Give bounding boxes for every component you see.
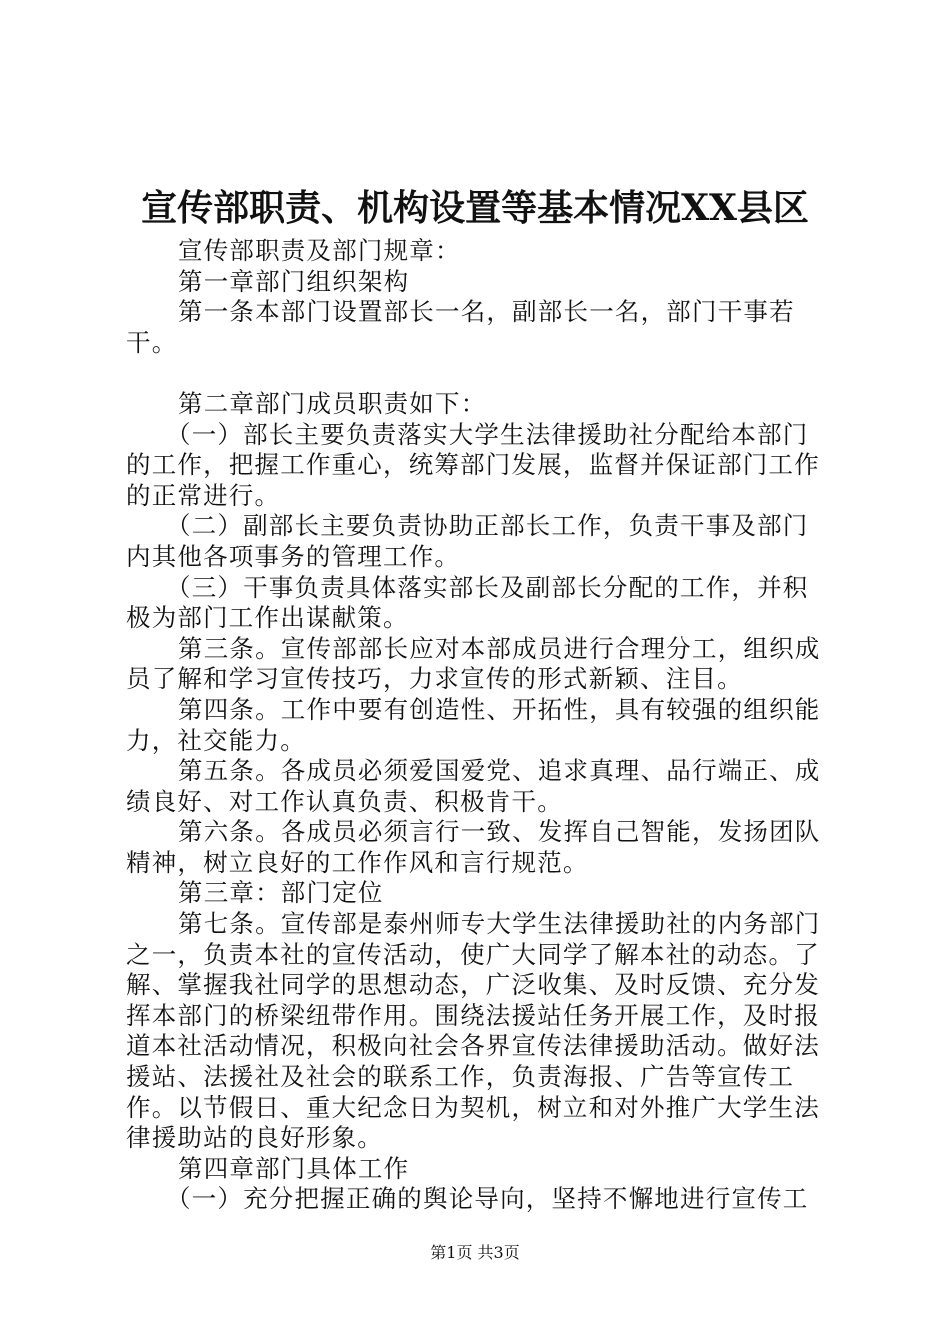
duty-item-1: （一）部长主要负责落实大学生法律援助社分配给本部门的工作，把握工作重心，统筹部门发展，监督并保证部门工作的正常进行。: [126, 419, 820, 510]
article-4: 第四条。工作中要有创造性、开拓性，具有较强的组织能力，社交能力。: [126, 694, 821, 755]
duty-item-2: （二）副部长主要负责协助正部长工作，负责干事及部门内其他各项事务的管理工作。: [126, 511, 809, 571]
article-3: 第三条。宣传部部长应对本部成员进行合理分工，组织成员了解和学习宣传技巧，力求宣传的形式新颖、注目。: [126, 633, 821, 694]
page-footer: 第1页 共3页: [430, 1243, 520, 1262]
paragraph-intro: 宣传部职责及部门规章：: [178, 236, 461, 265]
document-body: [126, 236, 832, 1215]
article-5: 第五条。各成员必须爱国爱党、追求真理、品行端正、成绩良好、对工作认真负责、积极肯干。: [126, 756, 821, 816]
chapter-heading-4: 第四章部门具体工作: [178, 1153, 410, 1183]
blank-line: [126, 358, 832, 389]
work-item-1: （一）充分把握正确的舆论导向，坚持不懈地进行宣传工: [166, 1184, 809, 1214]
document-title: 宣传部职责、机构设置等基本情况XX县区: [141, 187, 809, 229]
chapter-heading-3: 第三章：部门定位: [178, 878, 384, 908]
chapter-heading-2: 第二章部门成员职责如下：: [178, 388, 487, 418]
article-7: 第七条。宣传部是泰州师专大学生法律援助社的内务部门之一，负责本社的宣传活动，使广大同学了解本社的动态。了解、掌握我社同学的思想动态，广泛收集、及时反馈、充分发挥本部门的桥梁纽带作用。围绕法援站任务开展工作，及时报道本社活动情况，积极向社会各界宣传法律援助活动。做好法援站、法援社及社会的联系工作，负责海报、广告等宣传工作。以节假日、重大纪念日为契机，树立和对外推广大学生法律援助站的良好形象。: [126, 909, 821, 1153]
duty-item-3: （三）干事负责具体落实部长及副部长分配的工作，并积极为部门工作出谋献策。: [126, 572, 809, 633]
chapter-heading-1: 第一章部门组织架构: [178, 266, 410, 296]
article-1: 第一条本部门设置部长一名，副部长一名，部门干事若干。: [126, 297, 795, 357]
article-6: 第六条。各成员必须言行一致、发挥自己智能，发扬团队精神，树立良好的工作作风和言行规范。: [126, 817, 821, 877]
